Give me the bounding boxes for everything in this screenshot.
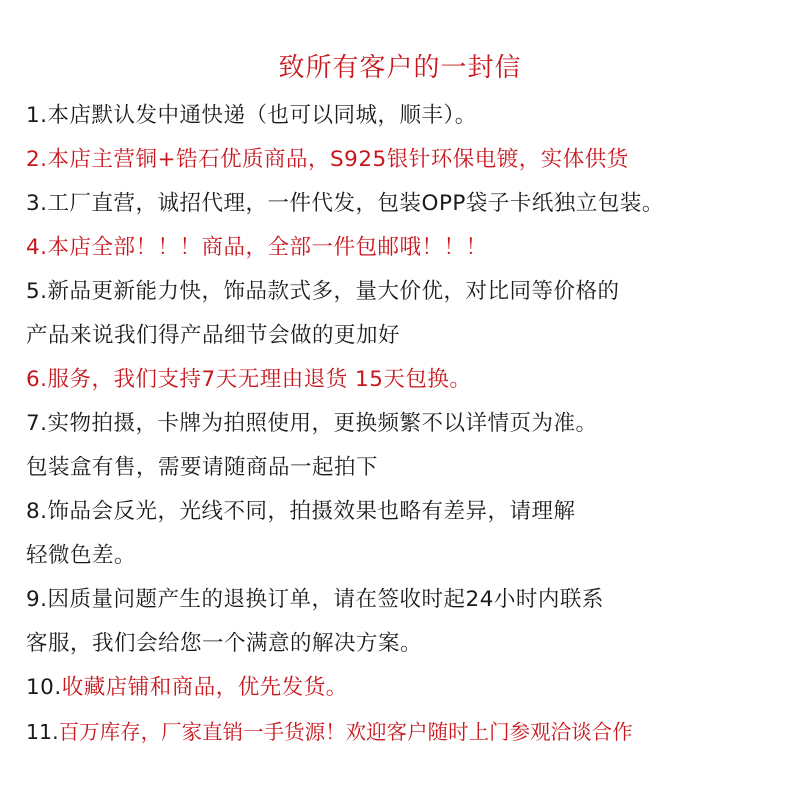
item-text: 本店全部！！！商品，全部一件包邮哦！！！ [47,235,488,260]
item-number: 9. [26,587,48,612]
item-number: 1. [26,103,48,128]
item-number: 3. [26,191,48,216]
item-4 [26,228,488,268]
item-number: 11. [26,720,59,744]
item-8-continuation: 轻微色差。 [26,543,137,568]
item-9 [26,580,604,620]
item-text: 收藏店铺和商品，优先发货。 [61,675,348,700]
item-5-continuation: 产品来说我们得产品细节会做的更加好 [26,323,401,348]
letter-title: 致所有客户的一封信 [278,53,522,83]
item-number: 7. [26,411,48,436]
item-text: 本店默认发中通快递（也可以同城，顺丰）。 [47,103,477,128]
item-text: 因质量问题产生的退换订单，请在签收时起24小时内联系 [47,587,604,612]
item-number: 6. [26,367,48,392]
item-5 [26,272,620,312]
item-number: 4. [26,235,48,260]
item-10 [26,668,348,708]
item-text: 工厂直营，诚招代理，一件代发，包装OPP袋子卡纸独立包装。 [47,191,664,216]
item-6 [26,360,471,400]
item-11 [26,712,633,752]
item-9-continuation: 客服，我们会给您一个满意的解决方案。 [26,631,423,656]
item-text: 饰品会反光，光线不同，拍摄效果也略有差异，请理解 [47,499,576,524]
item-text: 实物拍摄，卡牌为拍照使用，更换频繁不以详情页为准。 [47,411,598,436]
item-3 [26,184,664,224]
item-number: 8. [26,499,48,524]
item-8 [26,492,576,532]
item-number: 5. [26,279,48,304]
item-text: 新品更新能力快，饰品款式多，量大价优，对比同等价格的 [47,279,620,304]
item-text: 百万库存，厂家直销一手货源！欢迎客户随时上门参观洽谈合作 [58,720,633,744]
item-7-continuation: 包装盒有售，需要请随商品一起拍下 [26,455,379,480]
item-2 [26,140,629,180]
item-7 [26,404,598,444]
item-number: 10. [26,675,62,700]
item-text: 服务，我们支持7天无理由退货 15天包换。 [47,367,472,392]
item-number: 2. [26,147,48,172]
item-1 [26,96,477,136]
item-text: 本店主营铜+锆石优质商品，S925银针环保电镀，实体供货 [47,147,629,172]
